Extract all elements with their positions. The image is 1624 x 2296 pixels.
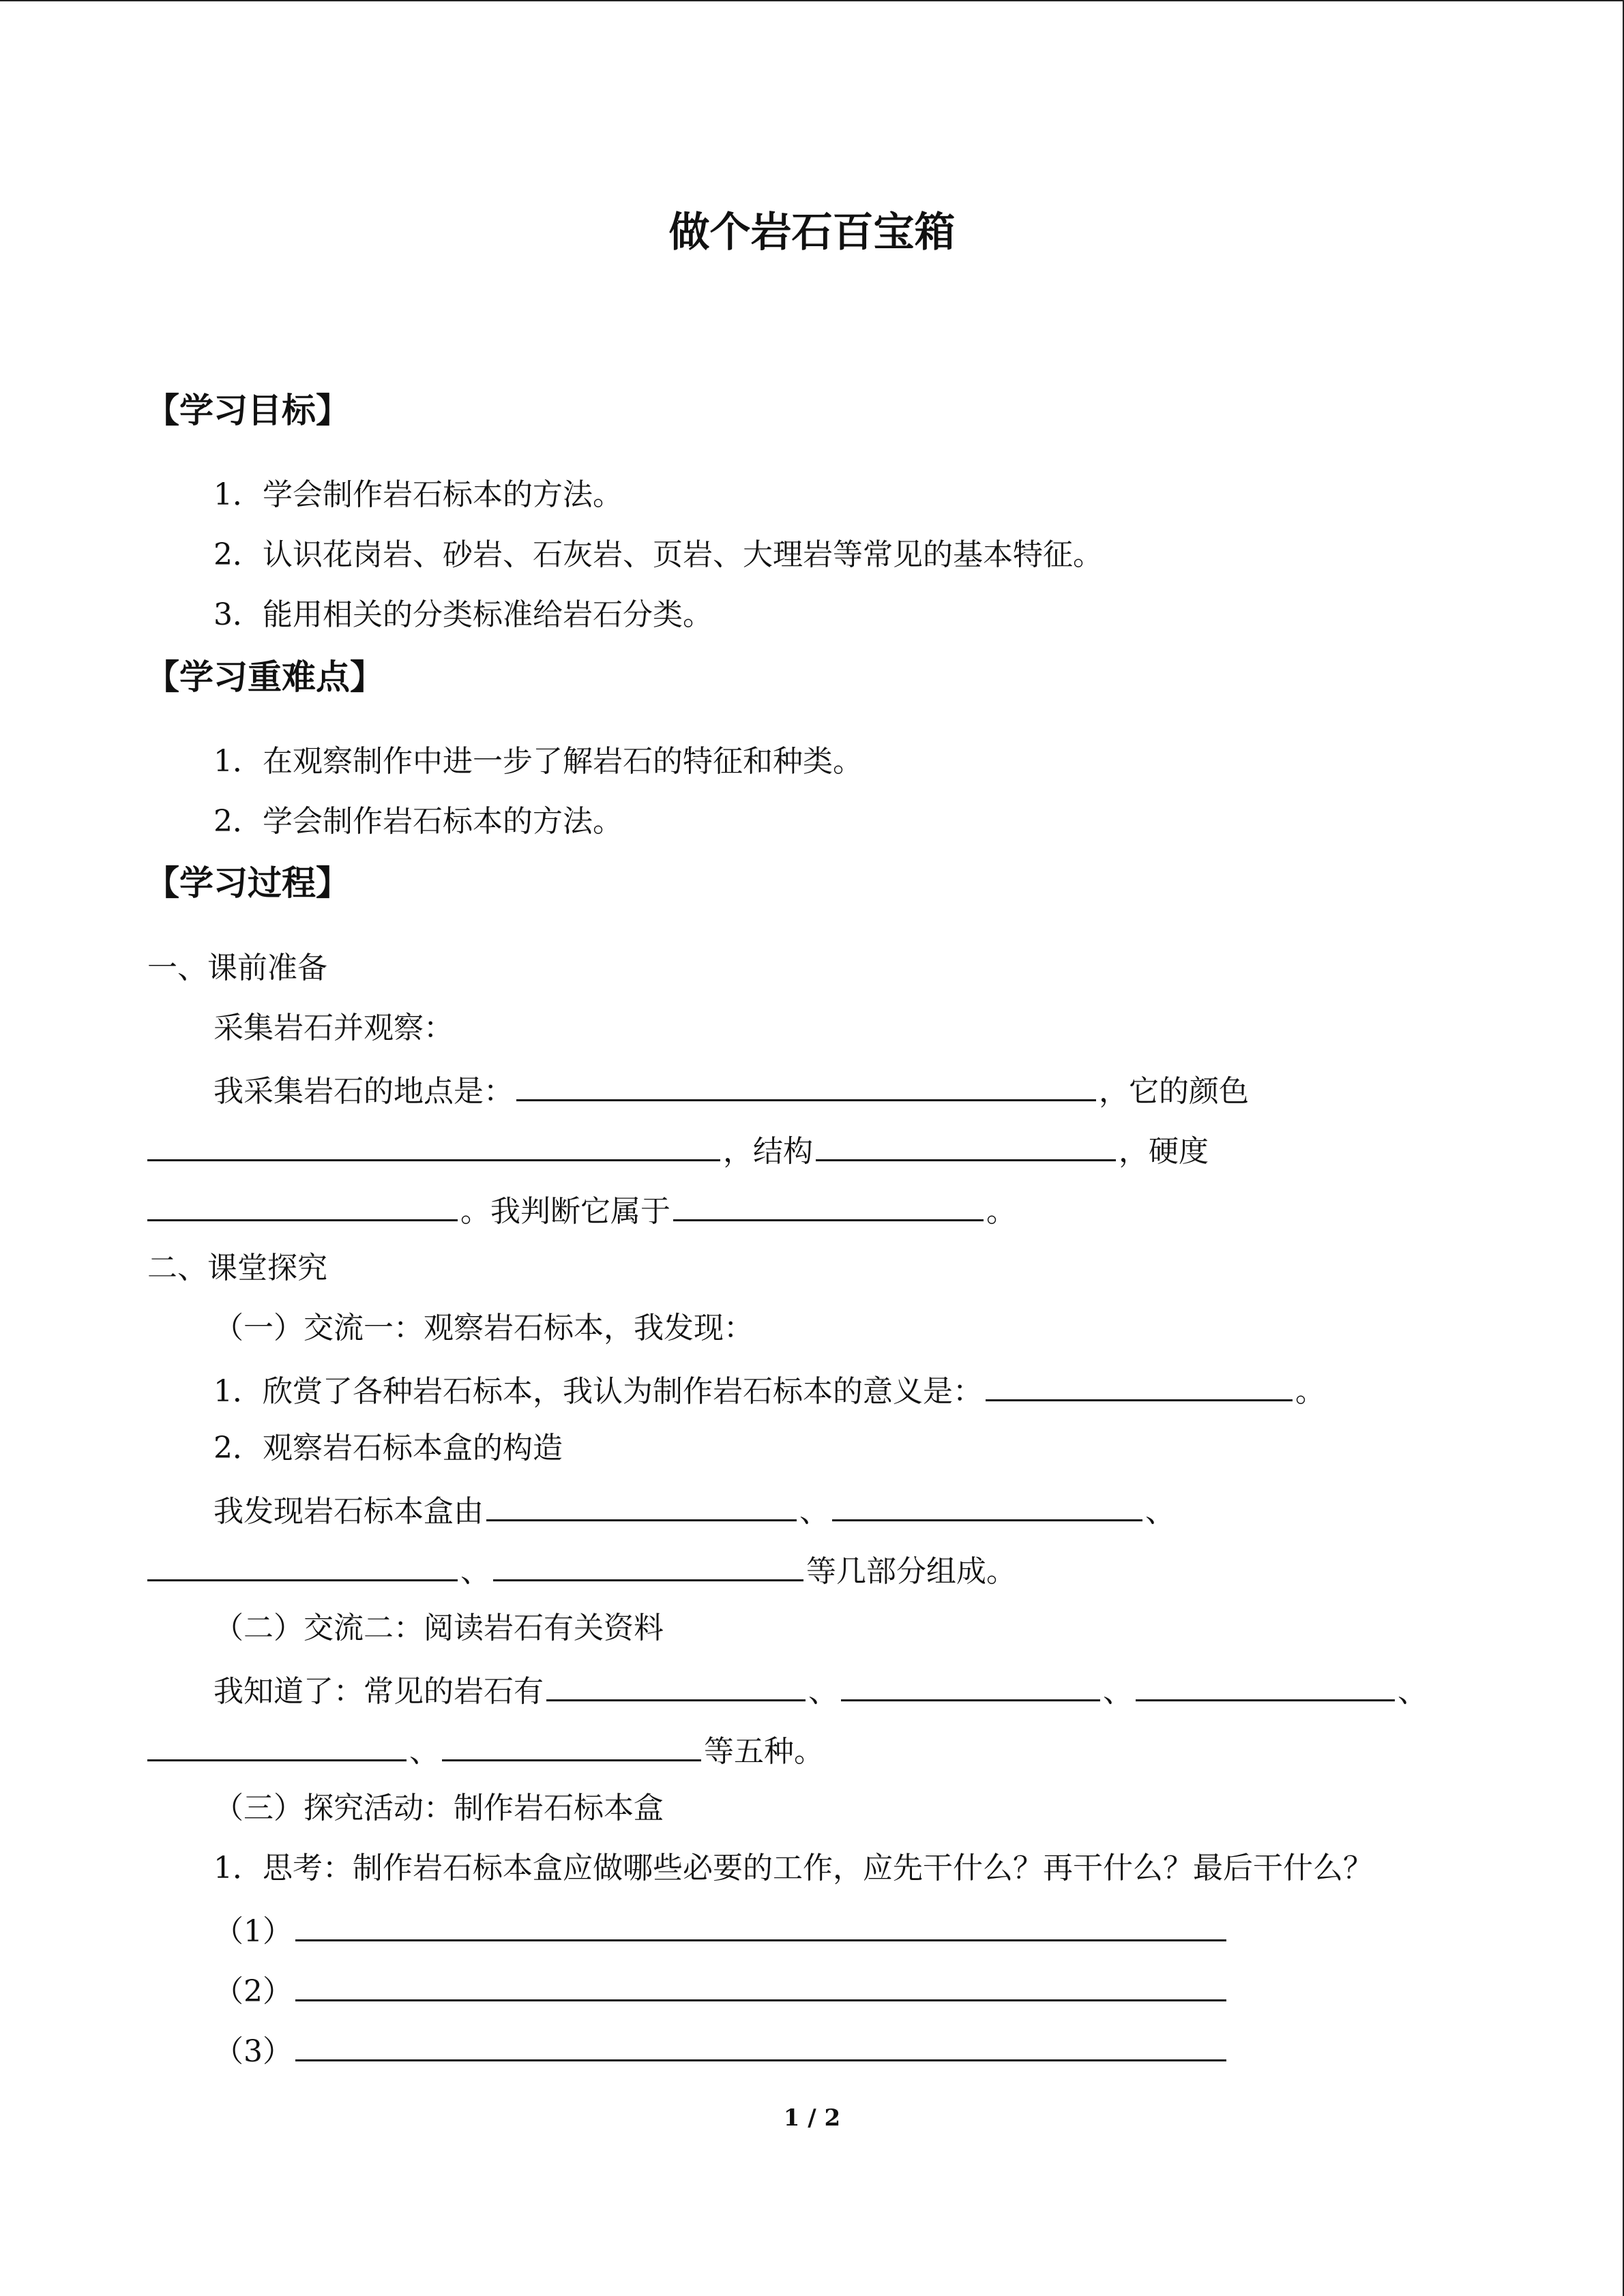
heading-key-points: 【学习重难点】 — [145, 657, 384, 697]
rock-type-blank-2[interactable] — [841, 1671, 1100, 1701]
line-end-period: 。 — [1295, 1374, 1325, 1409]
goal-item-3: 3．能用相关的分类标准给岩石分类。 — [213, 597, 713, 632]
box-part-blank-3[interactable] — [147, 1551, 458, 1581]
goal-item-1: 1．学会制作岩石标本的方法。 — [213, 477, 623, 512]
page-number: 1 / 2 — [783, 2104, 841, 2132]
page-title: 做个岩石百宝箱 — [668, 209, 956, 256]
box-parts-end: 等几部分组成。 — [806, 1554, 1016, 1589]
step-label-1: （1） — [213, 1914, 293, 1949]
step-line-2 — [213, 1971, 1229, 2010]
separator: 、 — [409, 1734, 439, 1769]
section-1-title: 一、课前准备 — [147, 951, 327, 985]
exchange-1-title: （一）交流一：观察岩石标本，我发现： — [213, 1311, 754, 1345]
rock-type-blank-4[interactable] — [147, 1731, 407, 1761]
rock-type-blank-5[interactable] — [442, 1731, 701, 1761]
rock-type-blank-1[interactable] — [546, 1671, 806, 1701]
step-blank-3[interactable] — [295, 2031, 1226, 2061]
box-parts-line-2 — [147, 1551, 1016, 1590]
hardness-label: ，硬度 — [1119, 1134, 1209, 1169]
location-blank[interactable] — [516, 1071, 1096, 1101]
box-parts-label: 我发现岩石标本盒由 — [213, 1494, 484, 1529]
rock-types-line-2 — [147, 1731, 824, 1770]
hardness-blank[interactable] — [147, 1191, 458, 1221]
collection-line-3 — [147, 1191, 1016, 1230]
box-part-blank-1[interactable] — [486, 1491, 797, 1521]
significance-blank[interactable] — [986, 1371, 1293, 1401]
box-parts-line-1 — [213, 1491, 1175, 1530]
rock-type-blank[interactable] — [673, 1191, 984, 1221]
rock-types-end: 等五种。 — [704, 1734, 824, 1769]
separator: 、 — [1103, 1674, 1133, 1709]
box-part-blank-4[interactable] — [493, 1551, 803, 1581]
key-point-item-1: 1．在观察制作中进一步了解岩石的特征和种类。 — [213, 744, 863, 779]
goal-item-2: 2．认识花岗岩、砂岩、石灰岩、页岩、大理岩等常见的基本特征。 — [213, 537, 1103, 572]
rock-types-line-1 — [213, 1671, 1428, 1710]
exchange-1-question-2: 2．观察岩石标本盒的构造 — [213, 1431, 563, 1465]
structure-blank[interactable] — [816, 1131, 1116, 1161]
section-2-title: 二、课堂探究 — [147, 1251, 327, 1285]
judgement-label: 。我判断它属于 — [460, 1194, 670, 1229]
rock-type-blank-3[interactable] — [1136, 1671, 1395, 1701]
key-point-item-2: 2．学会制作岩石标本的方法。 — [213, 804, 623, 839]
collection-location-label: 我采集岩石的地点是： — [213, 1074, 514, 1109]
step-blank-1[interactable] — [295, 1911, 1226, 1941]
collection-line-2 — [147, 1131, 1209, 1170]
exchange-2-title: （二）交流二：阅读岩石有关资料 — [213, 1611, 664, 1645]
color-blank[interactable] — [147, 1131, 720, 1161]
separator: 、 — [799, 1494, 829, 1529]
step-label-3: （3） — [213, 2034, 293, 2069]
box-part-blank-2[interactable] — [832, 1491, 1142, 1521]
collection-line-1 — [213, 1071, 1249, 1110]
line-end-period: 。 — [986, 1194, 1016, 1229]
step-line-1 — [213, 1911, 1229, 1950]
page-border-top — [0, 0, 1624, 1]
activity-title: （三）探究活动：制作岩石标本盒 — [213, 1791, 664, 1825]
color-label: ，它的颜色 — [1099, 1074, 1249, 1109]
activity-question-1: 1．思考：制作岩石标本盒应做哪些必要的工作，应先干什么？再干什么？最后干什么？ — [213, 1851, 1373, 1885]
separator: 、 — [460, 1554, 490, 1589]
heading-goals: 【学习目标】 — [145, 391, 350, 430]
separator: 、 — [1398, 1674, 1428, 1709]
exchange-1-question-1 — [213, 1371, 1325, 1410]
step-blank-2[interactable] — [295, 1971, 1226, 2001]
separator: 、 — [808, 1674, 838, 1709]
rock-types-label: 我知道了：常见的岩石有 — [213, 1674, 544, 1709]
structure-label: ，结构 — [723, 1134, 813, 1169]
step-label-2: （2） — [213, 1974, 293, 2009]
step-line-3 — [213, 2031, 1229, 2070]
significance-label: 1．欣赏了各种岩石标本，我认为制作岩石标本的意义是： — [213, 1374, 983, 1409]
heading-process: 【学习过程】 — [145, 863, 350, 903]
section-1-intro: 采集岩石并观察： — [213, 1011, 454, 1045]
separator: 、 — [1145, 1494, 1175, 1529]
